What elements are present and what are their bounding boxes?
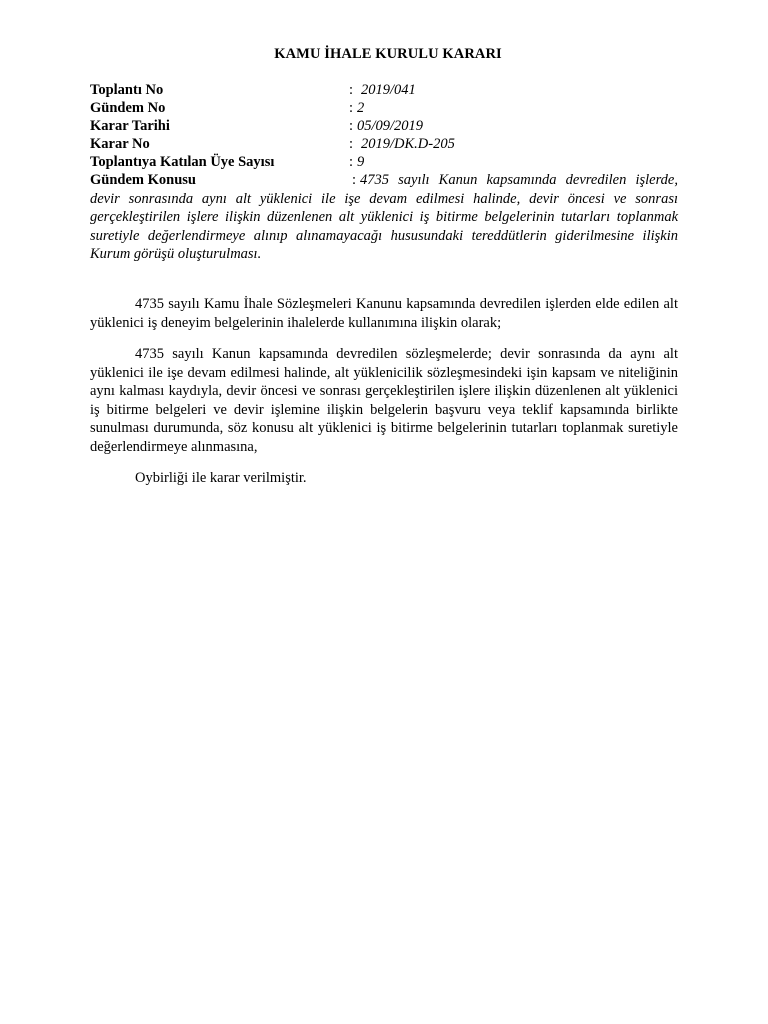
meta-colon: : bbox=[352, 172, 357, 188]
meta-value: 2 bbox=[357, 100, 365, 116]
meta-colon: : bbox=[349, 82, 354, 98]
meta-colon: : bbox=[349, 154, 354, 170]
subject-text-block bbox=[90, 171, 678, 264]
meta-colon: : bbox=[349, 136, 354, 152]
document-title: KAMU İHALE KURULU KARARI bbox=[274, 46, 502, 62]
meta-label: Toplantıya Katılan Üye Sayısı bbox=[90, 154, 275, 170]
meta-value: 2019/DK.D-205 bbox=[361, 136, 455, 152]
body-paragraph: 4735 sayılı Kanun kapsamında devredilen sözleşmelerde; devir sonrasında da aynı alt yüklenici ile işe devam edilmesi halinde, alt yüklenicilik sözleşmesindeki işin kapsam ve niteliğinin aynı kalması kaydıyla, devir öncesi ve sonrası gerçekleştirilen işlere ilişkin düzenlenen alt yüklenici iş bitirme belgeleri ve devir işlemine ilişkin belgelerin başvuru veya teklif kapsamında birlikte sunulması durumunda, söz konusu alt yüklenici iş bitirme belgelerinin tutarları toplanmak suretiyle değerlendirmeye alınmasına, bbox=[90, 346, 678, 455]
subject-label: Gündem Konusu bbox=[90, 172, 196, 188]
meta-value: 2019/041 bbox=[361, 82, 416, 98]
meta-label: Karar Tarihi bbox=[90, 118, 170, 134]
meta-value: 9 bbox=[357, 154, 365, 170]
meta-label: Karar No bbox=[90, 136, 150, 152]
body-paragraph: Oybirliği ile karar verilmiştir. bbox=[135, 470, 307, 486]
subject-text: 4735 sayılı Kanun kapsamında devredilen işlerde, devir sonrasında aynı alt yüklenici ile işe devam edilmesi halinde, devir öncesi ve sonrası gerçekleştirilen işlere ilişkin düzenlenen alt yüklenici iş bitirme belgelerinin tutarları toplanmak suretiyle değerlendirmeye alınıp alınamayacağı hususundaki tereddütlerin giderilmesine ilişkin Kurum görüşü oluşturulması. bbox=[90, 172, 678, 262]
body-paragraph: 4735 sayılı Kamu İhale Sözleşmeleri Kanunu kapsamında devredilen işlerden elde edilen alt yüklenici iş deneyim belgelerinin ihalelerde kullanımına ilişkin olarak; bbox=[90, 296, 678, 331]
meta-colon: : bbox=[349, 118, 354, 134]
meta-colon: : bbox=[349, 100, 354, 116]
meta-label: Toplantı No bbox=[90, 82, 164, 98]
meta-value: 05/09/2019 bbox=[357, 118, 424, 134]
meta-label: Gündem No bbox=[90, 100, 166, 116]
